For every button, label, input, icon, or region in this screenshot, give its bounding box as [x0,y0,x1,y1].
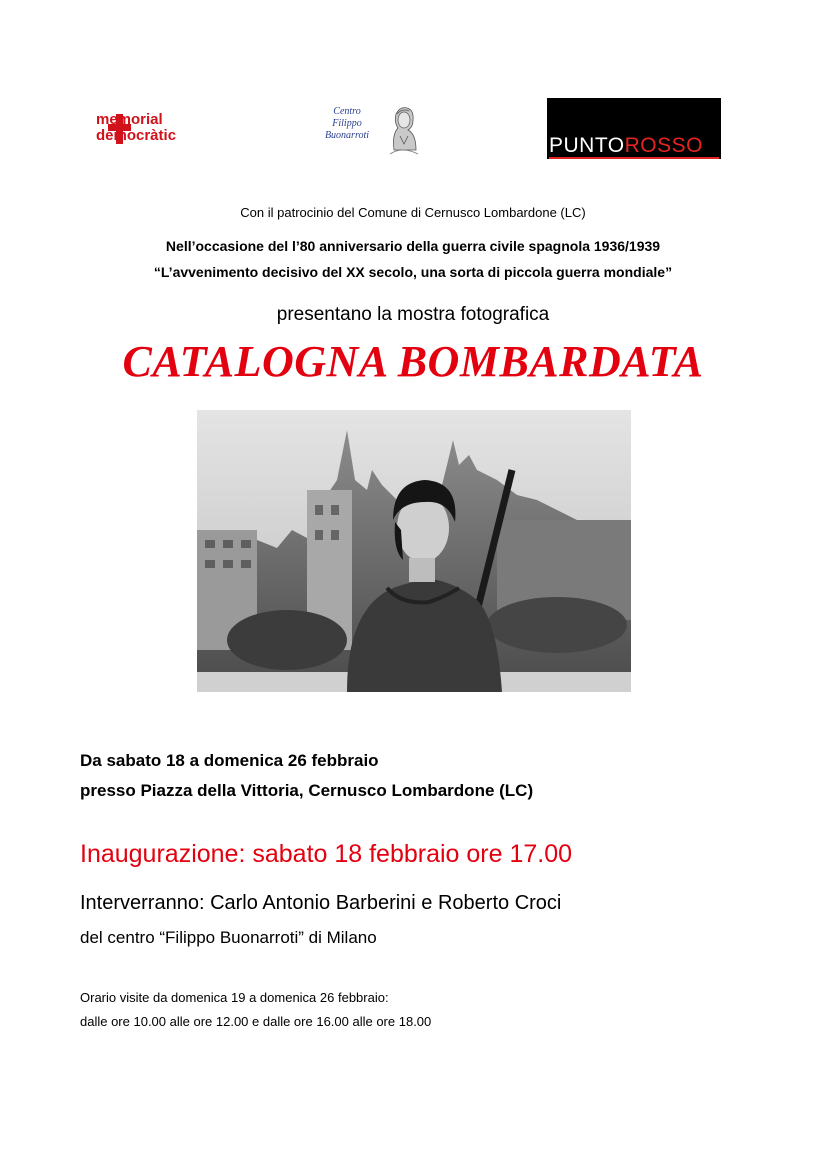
memorial-democratic-logo [96,110,196,150]
centro-buonarroti-logo [318,100,424,158]
memorial-logo-line1: memorial [96,111,163,128]
presentano-line: presentano la mostra fotografica [276,304,550,325]
memorial-logo-line2: democràtic [96,127,177,144]
buonarroti-logo-line2: Filippo [332,118,362,129]
portrait-engraving-icon [380,100,424,158]
puntorosso-logo-part2: ROSSO [624,134,703,157]
opening-hours-line2: dalle ore 10.00 alle ore 12.00 e dalle ore 16.00 alle ore 18.00 [80,1014,432,1029]
inauguration-line: Inaugurazione: sabato 18 febbraio ore 17.00 [80,840,573,868]
buonarroti-logo-line1: Centro [333,106,361,117]
buonarroti-logo-line3: Buonarroti [324,130,370,141]
place-line: presso Piazza della Vittoria, Cernusco Lombardone (LC) [80,781,534,800]
date-line: Da sabato 18 a domenica 26 febbraio [80,751,379,770]
exhibition-title: CATALOGNA BOMBARDATA [122,337,704,386]
opening-hours-line1: Orario visite da domenica 19 a domenica 26 febbraio: [80,990,389,1005]
occasione-line: Nell’occasione del l’80 anniversario della guerra civile spagnola 1936/1939 [165,238,661,254]
speakers-line: Interverranno: Carlo Antonio Barberini e Roberto Croci [80,892,562,914]
punto-rosso-logo [547,98,721,159]
quote-line: “L’avvenimento decisivo del XX secolo, una sorta di piccola guerra mondiale” [153,264,673,280]
centro-line: del centro “Filippo Buonarroti” di Milano [80,928,377,947]
exhibition-photo [197,410,631,692]
puntorosso-logo-part1: PUNTO [549,134,625,157]
patrocinio-line: Con il patrocinio del Comune di Cernusco Lombardone (LC) [240,205,586,220]
